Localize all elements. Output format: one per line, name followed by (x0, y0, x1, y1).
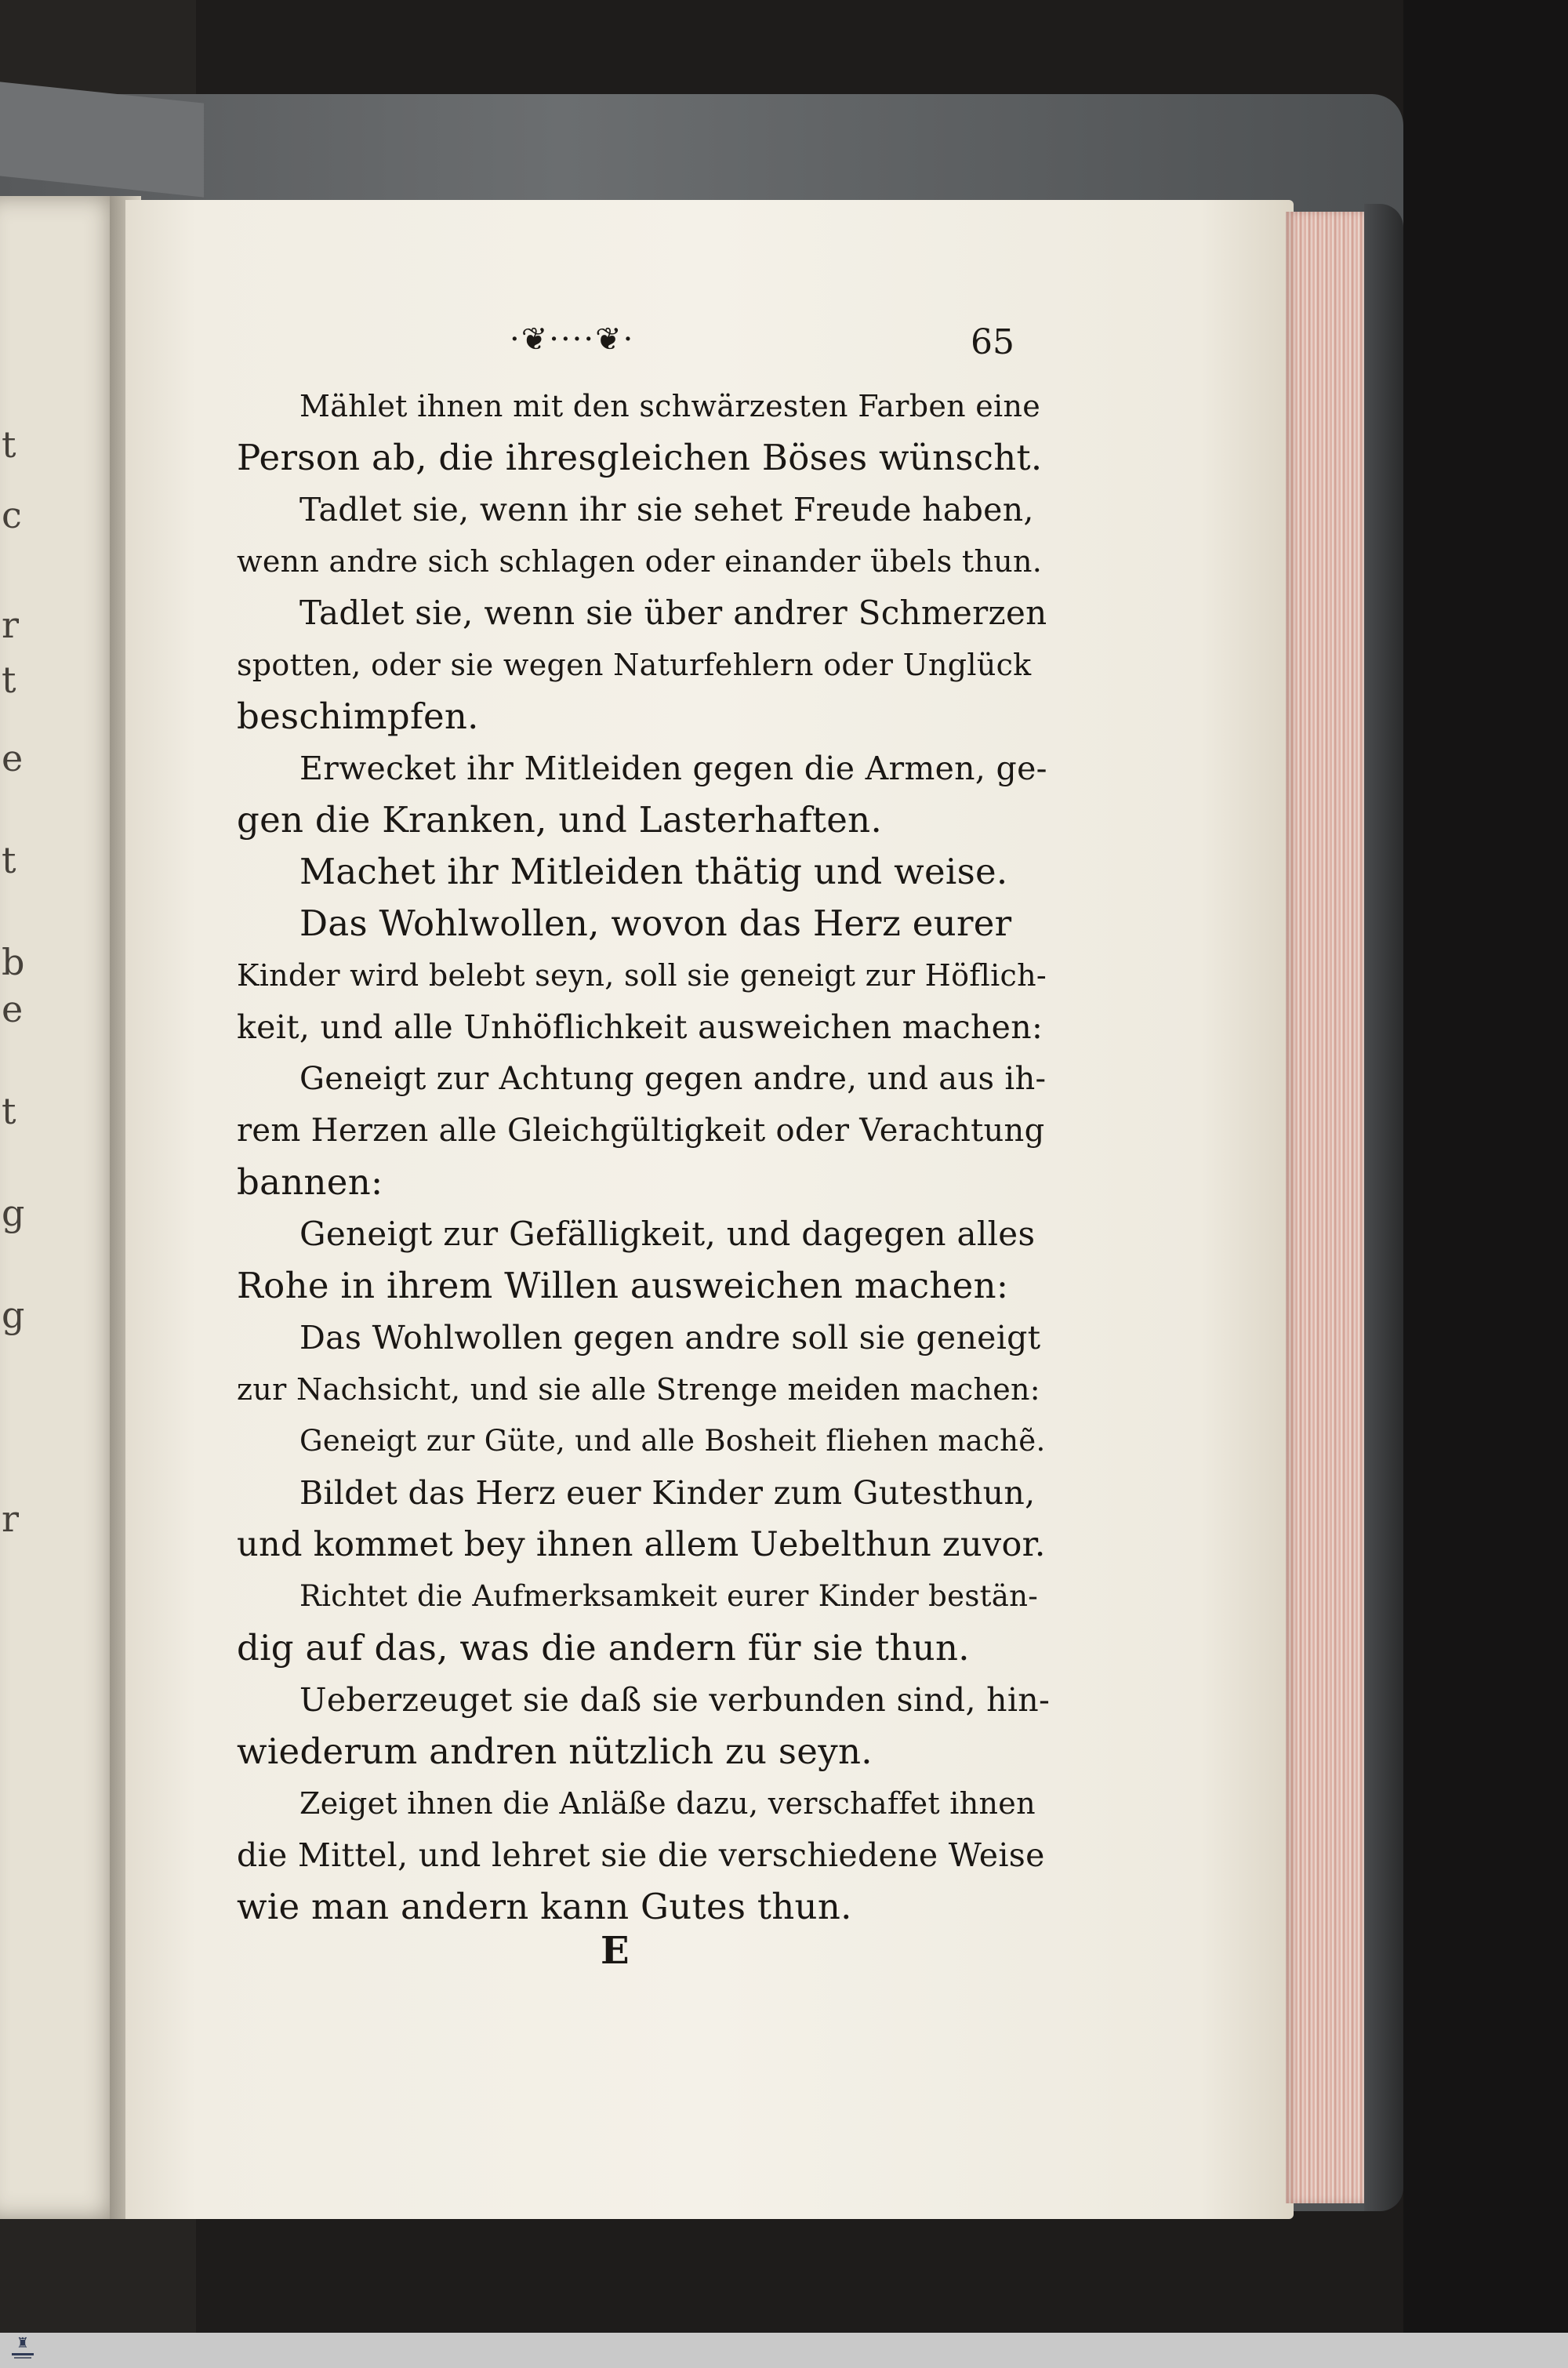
text-line: Mählet ihnen mit den schwärzesten Farben eine (299, 389, 1041, 423)
library-logo-icon: ♜ (9, 2337, 36, 2363)
left-page-char: e (2, 988, 24, 1030)
text-line: bannen: (237, 1161, 383, 1203)
left-page-char: t (2, 423, 16, 466)
text-line: Rohe in ihrem Willen ausweichen machen: (237, 1265, 1009, 1306)
text-line: Geneigt zur Güte, und alle Bosheit fliehen machẽ. (299, 1424, 1046, 1458)
text-line: Das Wohlwollen, wovon das Herz eurer (299, 903, 1012, 944)
text-line: Das Wohlwollen gegen andre soll sie geneigt (299, 1319, 1041, 1357)
text-line: keit, und alle Unhöflichkeit ausweichen machen: (237, 1008, 1044, 1046)
text-line: Tadlet sie, wenn ihr sie sehet Freude haben, (299, 491, 1034, 528)
text-line: Erwecket ihr Mitleiden gegen die Armen, ge- (299, 750, 1047, 787)
viewer-footer-bar (0, 2333, 1568, 2368)
text-line: Ueberzeuget sie daß sie verbunden sind, hin- (299, 1681, 1051, 1719)
cover-edge (1364, 204, 1403, 2211)
signature-mark: E (601, 1929, 630, 1973)
header-ornament: ·❦····❦· (510, 321, 635, 358)
text-line: Kinder wird belebt seyn, soll sie geneigt zur Höflich- (237, 958, 1047, 993)
text-line: Tadlet sie, wenn sie über andrer Schmerzen (299, 594, 1047, 632)
text-line: wiederum andren nützlich zu seyn. (237, 1731, 873, 1772)
text-line: zur Nachsicht, und sie alle Strenge meiden machen: (237, 1372, 1040, 1407)
text-line: rem Herzen alle Gleichgültigkeit oder Verachtung (237, 1113, 1045, 1149)
left-page-char: r (2, 604, 19, 646)
left-page-char: t (2, 659, 16, 701)
text-line: Richtet die Aufmerksamkeit eurer Kinder bestän- (299, 1579, 1039, 1613)
text-line: spotten, oder sie wegen Naturfehlern oder Unglück (237, 648, 1032, 682)
text-line: Geneigt zur Achtung gegen andre, und aus ih- (299, 1061, 1047, 1097)
text-line: und kommet bey ihnen allem Uebelthun zuvor. (237, 1525, 1046, 1564)
left-page-char: c (2, 494, 22, 536)
left-page-char: e (2, 737, 24, 779)
text-line: beschimpfen. (237, 696, 479, 737)
text-line: gen die Kranken, und Lasterhaften. (237, 799, 883, 841)
text-line: die Mittel, und lehret sie die verschiedene Weise (237, 1836, 1045, 1874)
left-page-char: t (2, 839, 16, 881)
text-line: Person ab, die ihresgleichen Böses wünscht. (237, 437, 1043, 478)
left-page-char: r (2, 1498, 19, 1540)
text-line: Geneigt zur Gefälligkeit, und dagegen alles (299, 1215, 1036, 1253)
text-line: Zeiget ihnen die Anläße dazu, verschaffet ihnen (299, 1786, 1036, 1821)
left-page-char: g (2, 1294, 25, 1336)
text-line: dig auf das, was die andern für sie thun. (237, 1627, 970, 1669)
text-line: wie man andern kann Gutes thun. (237, 1886, 852, 1927)
text-line: Machet ihr Mitleiden thätig und weise. (299, 851, 1008, 892)
backdrop-right (1403, 0, 1568, 2333)
text-line: Bildet das Herz euer Kinder zum Gutesthun, (299, 1474, 1036, 1512)
page-fore-edge (1286, 212, 1364, 2203)
text-line: wenn andre sich schlagen oder einander übels thun. (237, 544, 1043, 579)
left-page-char: b (2, 941, 25, 983)
page-number: 65 (971, 322, 1014, 362)
left-page-char: t (2, 1090, 16, 1132)
left-page (0, 196, 125, 2219)
left-page-char: g (2, 1192, 25, 1234)
